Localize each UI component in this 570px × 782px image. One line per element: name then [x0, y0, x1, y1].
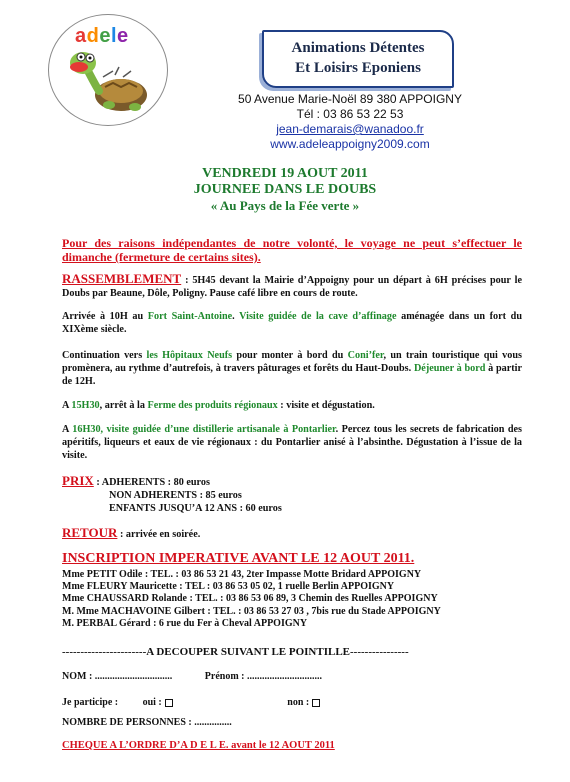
event-title: JOURNEE DANS LE DOUBS [193, 182, 377, 197]
postal-address: 50 Avenue Marie-Noël 89 380 APPOIGNY [238, 92, 462, 106]
inscription-contacts [62, 569, 522, 630]
website-link[interactable]: www.adeleappoigny2009.com [270, 137, 430, 151]
event-subtitle: « Au Pays de la Fée verte » [210, 198, 360, 213]
prix-section: PRIX : ADHERENTS : 80 euros NON ADHERENTS : 85 euros ENFANTS JUSQU’A 12 ANS : 60 euros [62, 474, 522, 516]
contact-line: Mme PETIT Odile : TEL. : 03 86 53 21 43, 2ter Impasse Motte Bridard APPOIGNY [62, 569, 422, 580]
association-name-line2: Et Loisirs Eponiens [295, 60, 421, 76]
adele-logo [48, 14, 168, 126]
phone-number: Tél : 03 86 53 22 53 [296, 107, 404, 121]
rassemblement-label: RASSEMBLEMENT [62, 271, 182, 286]
cut-line: -----------------------A DECOUPER SUIVANT LE POINTILLE---------------- [62, 646, 409, 658]
contact-line: Mme CHAUSSARD Rolande : TEL. : 03 86 53 06 89, 3 Chemin des Ruelles APPOIGNY [62, 593, 438, 605]
prix-non-adherents: NON ADHERENTS : 85 euros [109, 490, 242, 502]
prix-enfants: ENFANTS JUSQU’A 12 ANS : 60 euros [109, 503, 282, 515]
participation-row [62, 696, 522, 709]
rassemblement-paragraph: RASSEMBLEMENT : 5H45 devant la Mairie d’Appoigny pour un départ à 6H précises pour le Doubs par Beaune, Dôle, Poligny. Pause café libre en cours de route. [62, 271, 522, 300]
contact-line: M. PERBAL Gérard : 6 rue du Fer à Cheval APPOIGNY [62, 617, 308, 629]
participe-label: Je participe : [62, 697, 119, 708]
distillerie-paragraph: A 16H30, visite guidée d’une distillerie artisanale à Pontarlier. Percez tous les secrets de fabrication des apéritifs, liqueurs et eaux de vie régionaux : du Pontarlier anisé à l’absinthe. Dégustation à l’issue de la visite. [62, 424, 523, 462]
prix-label: PRIX [62, 473, 94, 488]
arrivee-paragraph: Arrivée à 10H au Fort Saint-Antoine. Visite guidée de la cave d’affinage aménagée dans un fort du XIXème siècle. [62, 311, 522, 336]
retour-label: RETOUR [62, 525, 118, 540]
oui-checkbox[interactable] [165, 699, 173, 707]
name-row [62, 670, 522, 683]
turtle-icon [63, 47, 155, 119]
prenom-field[interactable]: Prénom : .............................. [204, 671, 322, 682]
contact-line: Mme FLEURY Mauricette : TEL : 03 86 53 05 02, 1 ruelle Berlin APPOIGNY [62, 581, 395, 593]
warning-notice: Pour des raisons indépendantes de notre volonté, le voyage ne peut s’effectuer le dimanche (fermeture de certains sites). [62, 236, 522, 264]
association-name-line1: Animations Détentes [291, 40, 425, 56]
oui-label: oui : [142, 697, 162, 708]
nom-field[interactable]: NOM : ............................... [62, 671, 173, 682]
cheque-instruction: CHEQUE A L’ORDRE D’A D E L E. avant le 12 AOUT 2011 [62, 740, 335, 751]
retour-paragraph: RETOUR : arrivée en soirée. [62, 525, 201, 540]
ferme-paragraph: A 15H30, arrêt à la Ferme des produits régionaux : visite et dégustation. [62, 400, 375, 411]
logo-wordmark: adele [75, 25, 129, 47]
event-date: VENDREDI 19 AOUT 2011 [202, 166, 368, 181]
email-link[interactable]: jean-demarais@wanadoo.fr [276, 122, 424, 136]
prix-adherents: ADHERENTS : 80 euros [101, 477, 210, 488]
association-name-box [262, 30, 454, 88]
contact-line: M. Mme MACHAVOINE Gilbert : TEL. : 03 86 53 27 03 , 7bis rue du Stade APPOIGNY [62, 605, 441, 617]
non-label: non : [287, 697, 310, 708]
non-checkbox[interactable] [312, 699, 320, 707]
continuation-paragraph: Continuation vers les Hôpitaux Neufs pour monter à bord du Coni’fer, un train touristique qui vous promènera, au rythme d’autrefois, à travers pâturages et forêts du Haut-Doubs. Déjeuner à bord à partir de 12H. [62, 350, 522, 388]
nombre-personnes-field[interactable]: NOMBRE DE PERSONNES : ............... [62, 717, 232, 728]
inscription-title: INSCRIPTION IMPERATIVE AVANT LE 12 AOUT 2011. [62, 551, 415, 566]
